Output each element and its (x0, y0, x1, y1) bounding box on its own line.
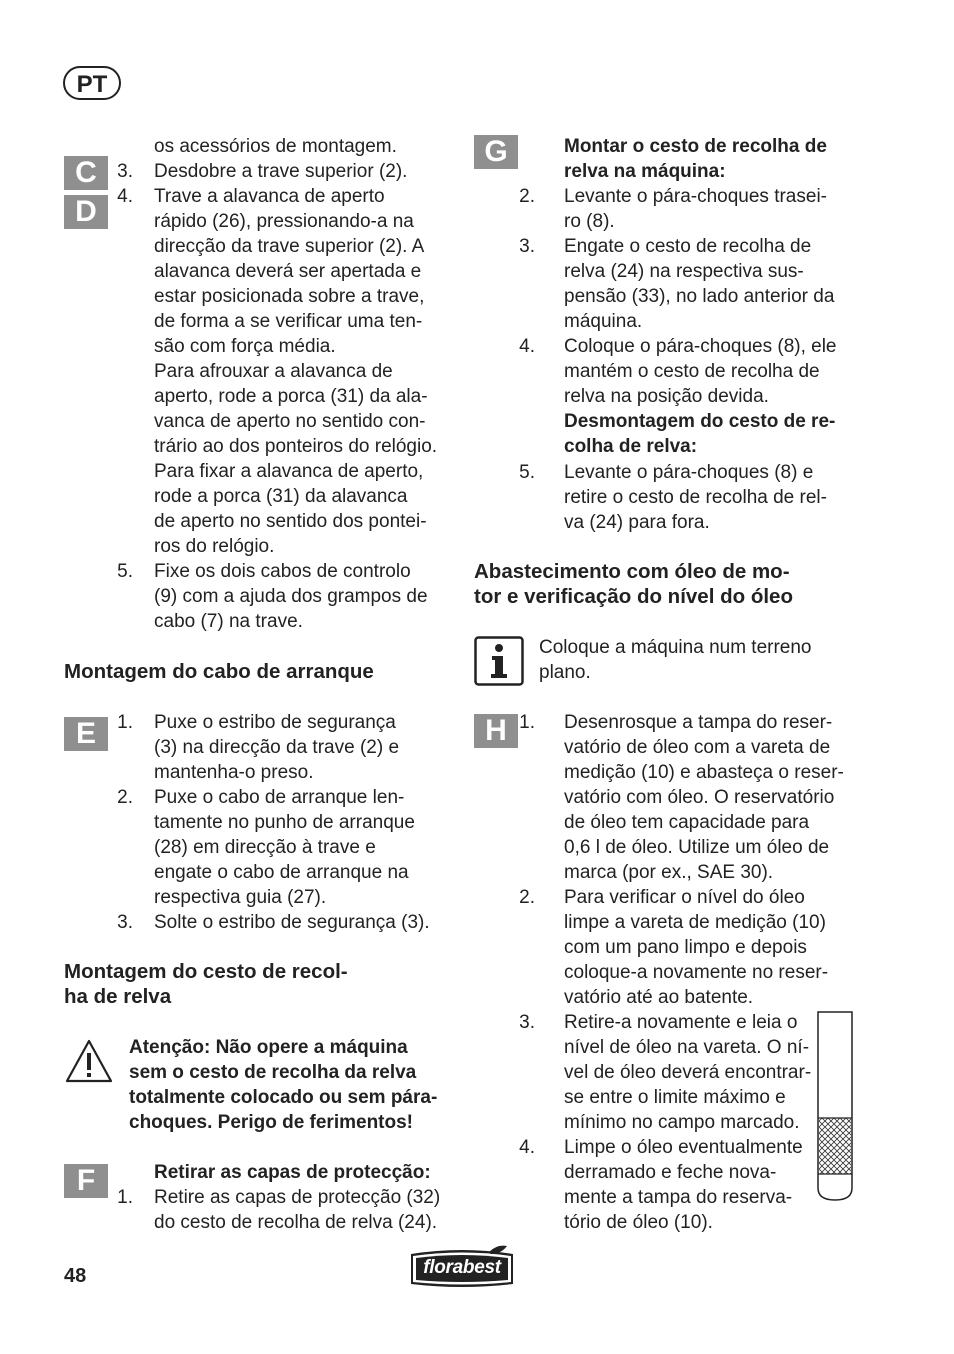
step-text-line: vanca de aperto no sentido con- (154, 411, 426, 432)
step-text-line: do cesto de recolha de relva (24). (154, 1212, 438, 1233)
step-text-line: de óleo tem capacidade para (564, 812, 810, 833)
step-text-line: mente a tampa do reserva- (564, 1187, 793, 1208)
dipstick-marked-field (819, 1118, 851, 1174)
step-text-line: Solte o estribo de segurança (3). (154, 912, 430, 933)
step-text-line: vatório de óleo com a vareta de (564, 737, 831, 758)
step-text-line: Coloque o pára-choques (8), ele (564, 336, 837, 357)
step-text-line: Para verificar o nível do óleo (564, 887, 805, 908)
step-text-line: Levante o pára-choques trasei- (564, 186, 827, 207)
step-text (154, 910, 430, 935)
step-number: 1. (117, 712, 133, 733)
florabest-logo (405, 1244, 519, 1290)
step-text-line: estar posicionada sobre a trave, (154, 286, 425, 307)
section-tag-c: C (64, 156, 108, 190)
dipstick-illustration (816, 1010, 854, 1202)
step-text-line: respectiva guia (27). (154, 887, 327, 908)
step-number: 2. (519, 887, 535, 908)
step-text-line: se entre o limite máximo e (564, 1087, 786, 1108)
step-number: 2. (519, 186, 535, 207)
step-text (564, 1135, 803, 1235)
section-tag-g: G (474, 135, 518, 169)
section-tag-h: H (474, 714, 518, 748)
logo-text: florabest (423, 1257, 501, 1278)
step-number: 3. (117, 912, 133, 933)
step-text-line: relva (24) na respectiva sus- (564, 261, 804, 282)
language-badge: PT (63, 66, 121, 100)
info-text: Coloque a máquina num terreno plano. (539, 637, 812, 683)
step-text-line: Trave a alavanca de aperto (154, 186, 385, 207)
step-number: 3. (519, 236, 535, 257)
step-text-line: Levante o pára-choques (8) e (564, 462, 814, 483)
step-text-line: engate o cabo de arranque na (154, 862, 409, 883)
step-text-line: derramado e feche nova- (564, 1162, 777, 1183)
subheading-mount-bag: Montar o cesto de recolha de relva na máquina: (564, 136, 827, 182)
step-text-line: Puxe o cabo de arranque len- (154, 787, 405, 808)
step-number: 5. (519, 462, 535, 483)
step-text-line: va (24) para fora. (564, 512, 710, 533)
step-text (154, 159, 407, 184)
warning-text: Atenção: Não opere a máquina sem o cesto de recolha da relva totalmente colocado ou sem pára- choques. Perigo de ferimentos! (129, 1037, 438, 1133)
heading-grass-bag: Montagem do cesto de recol- ha de relva (64, 960, 348, 1008)
step-text-line: (28) em direcção à trave e (154, 837, 376, 858)
step-number: 1. (519, 712, 535, 733)
step-text-line: ro (8). (564, 211, 615, 232)
step-text-line: trário ao dos ponteiros do relógio. (154, 436, 438, 457)
step-text-line: nível de óleo na vareta. O ní- (564, 1037, 810, 1058)
step-text-line: vatório com óleo. O reservatório (564, 787, 835, 808)
step-number: 3. (117, 161, 133, 182)
step-text-line: ros do relógio. (154, 536, 275, 557)
step-text (564, 460, 827, 535)
step-text-line: Para afrouxar a alavanca de (154, 361, 393, 382)
subheading-remove-caps: Retirar as capas de protecção: (154, 1162, 431, 1183)
step-text-line: tamente no punho de arranque (154, 812, 415, 833)
step-text-line: coloque-a novamente no reser- (564, 962, 829, 983)
step-text-line: Desenrosque a tampa do reser- (564, 712, 833, 733)
info-icon (474, 636, 524, 686)
step-text (154, 785, 415, 910)
warning-icon (64, 1038, 114, 1084)
step-text-line: cabo (7) na trave. (154, 611, 303, 632)
step-text-line: Limpe o óleo eventualmente (564, 1137, 803, 1158)
continued-line: os acessórios de montagem. (154, 136, 397, 157)
section-tag-f: F (64, 1164, 108, 1198)
step-text (564, 334, 837, 409)
step-text (564, 885, 828, 1010)
step-text (154, 1185, 440, 1235)
page-number: 48 (64, 1265, 87, 1287)
step-text-line: Para fixar a alavanca de aperto, (154, 461, 424, 482)
step-text-line: vatório até ao batente. (564, 987, 754, 1008)
step-text-line: são com força média. (154, 336, 336, 357)
step-text-line: Retire-a novamente e leia o (564, 1012, 798, 1033)
step-text-line: máquina. (564, 311, 643, 332)
step-text-line: alavanca deverá ser apertada e (154, 261, 422, 282)
step-number: 3. (519, 1012, 535, 1033)
step-text-line: rode a porca (31) da alavanca (154, 486, 408, 507)
step-text-line: medição (10) e abasteça o reser- (564, 762, 844, 783)
step-text (564, 234, 834, 334)
step-text-line: relva na posição devida. (564, 386, 769, 407)
step-text-line: pensão (33), no lado anterior da (564, 286, 835, 307)
step-text-line: Fixe os dois cabos de controlo (154, 561, 411, 582)
step-text-line: mínimo no campo marcado. (564, 1112, 800, 1133)
step-text-line: com um pano limpo e depois (564, 937, 807, 958)
step-text (564, 1010, 811, 1135)
step-text-line: rápido (26), pressionando-a na (154, 211, 414, 232)
heading-start-cable: Montagem do cabo de arranque (64, 660, 374, 683)
heading-oil: Abastecimento com óleo de mo- tor e verificação do nível do óleo (474, 560, 793, 608)
step-text-line: (3) na direcção da trave (2) e (154, 737, 400, 758)
step-text (154, 559, 428, 634)
step-text-line: 0,6 l de óleo. Utilize um óleo de (564, 837, 830, 858)
step-number: 2. (117, 787, 133, 808)
subheading-dismount-bag: Desmontagem do cesto de re- colha de relva: (564, 411, 836, 457)
step-text-line: (9) com a ajuda dos grampos de (154, 586, 428, 607)
step-text-line: de aperto no sentido dos pontei- (154, 511, 427, 532)
step-text-line: Retire as capas de protecção (32) (154, 1187, 441, 1208)
step-text-line: Engate o cesto de recolha de (564, 236, 812, 257)
step-text-line: direcção da trave superior (2). A (154, 236, 425, 257)
step-text-line: tório de óleo (10). (564, 1212, 713, 1233)
step-text-line: Desdobre a trave superior (2). (154, 161, 408, 182)
step-text-line: marca (por ex., SAE 30). (564, 862, 774, 883)
step-text-line: mantenha-o preso. (154, 762, 314, 783)
step-text (564, 184, 827, 234)
step-text-line: mantém o cesto de recolha de (564, 361, 820, 382)
step-text (564, 710, 844, 885)
step-text (154, 710, 399, 785)
step-text-line: aperto, rode a porca (31) da ala- (154, 386, 428, 407)
step-number: 4. (519, 1137, 535, 1158)
step-text-line: retire o cesto de recolha de rel- (564, 487, 827, 508)
step-number: 5. (117, 561, 133, 582)
step-number: 4. (519, 336, 535, 357)
step-text (154, 184, 437, 559)
step-text-line: limpe a vareta de medição (10) (564, 912, 826, 933)
step-number: 4. (117, 186, 133, 207)
step-text-line: de forma a se verificar uma ten- (154, 311, 423, 332)
step-text-line: vel de óleo deverá encontrar- (564, 1062, 812, 1083)
section-tag-e: E (64, 717, 108, 751)
section-tag-d: D (64, 195, 108, 229)
step-text-line: Puxe o estribo de segurança (154, 712, 396, 733)
step-number: 1. (117, 1187, 133, 1208)
